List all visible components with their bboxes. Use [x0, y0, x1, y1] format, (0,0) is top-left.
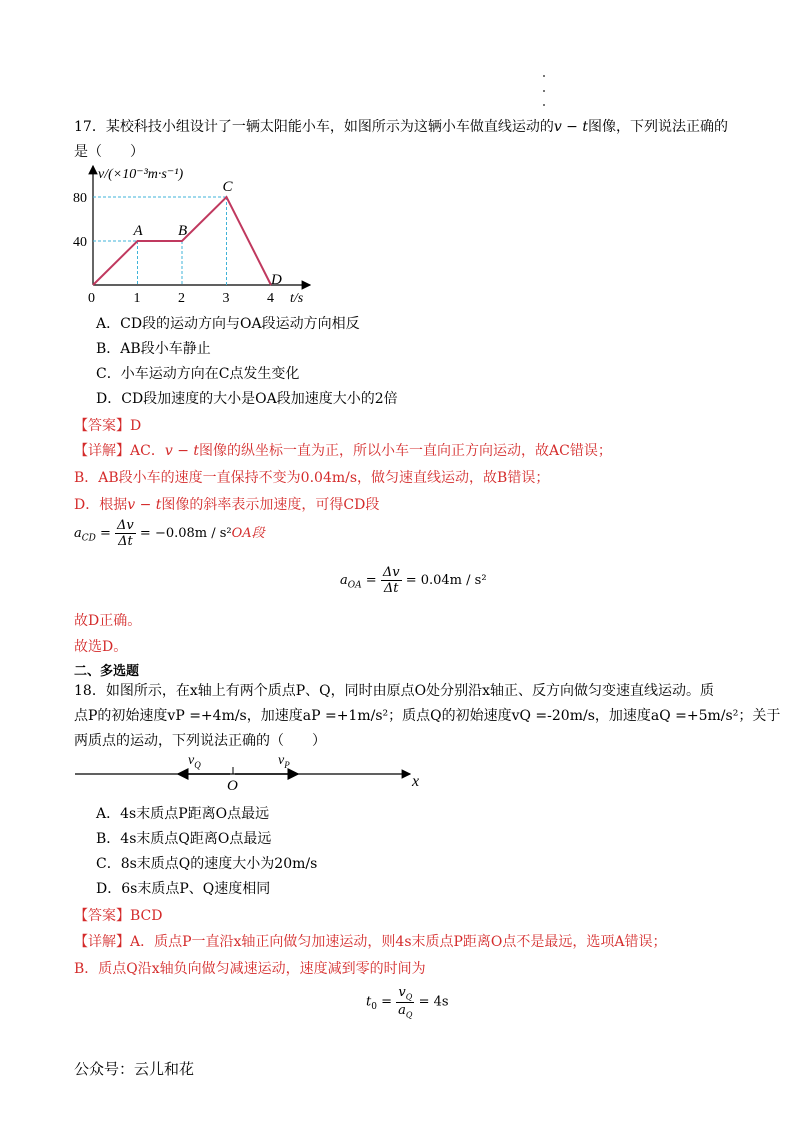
chart-origin-label: 0 — [88, 291, 95, 306]
q17-stem-line2: 是（ ） — [74, 144, 144, 160]
chart-point-label: D — [271, 272, 282, 288]
q18-option-c: C．8s末质点Q的速度大小为20m/s — [96, 856, 318, 872]
q17-conclusion-1: 故D正确。 — [74, 613, 142, 629]
chart-x-axis-label: t/s — [290, 291, 304, 306]
chart-point-label: C — [222, 179, 233, 195]
q18-equation: $t_0$ = $\frac{v_Q}{a_Q}$ = 4s — [366, 985, 449, 1020]
chart-x-tick-label: 2 — [178, 291, 185, 306]
q17-option-b: B．AB段小车静止 — [96, 341, 211, 357]
q18-option-a: A．4s末质点P距离O点最远 — [96, 806, 270, 822]
chart-x-tick-label: 4 — [267, 291, 274, 306]
q18-option-d: D．6s末质点P、Q速度相同 — [96, 881, 271, 897]
q18-stem-line1: 18．如图所示，在x轴上有两个质点P、Q，同时由原点O处分别沿x轴正、反方向做匀变速直线运动。质 — [74, 683, 714, 699]
q17-option-a: A．CD段的运动方向与OA段运动方向相反 — [96, 316, 360, 332]
q17-answer: 【答案】D — [74, 418, 142, 434]
decor-dot — [543, 90, 545, 92]
chart-y-axis-label: v/(×10⁻³m·s⁻¹) — [98, 167, 184, 182]
vq-label: $v_Q$ — [188, 753, 201, 770]
q18-detail-2: B．质点Q沿x轴负向做匀减速运动，速度减到零的时间为 — [74, 961, 426, 977]
chart-y-tick-label: 40 — [73, 235, 87, 250]
q18-answer: 【答案】BCD — [74, 908, 163, 924]
vt-chart — [70, 160, 330, 310]
q17-conclusion-2: 故选D。 — [74, 639, 128, 655]
vp-label: $v_P$ — [278, 753, 290, 770]
q17-detail-3: D．根据v − t图像的斜率表示加速度，可得CD段 — [74, 497, 380, 513]
q17-equation-1: $a_{CD}$ = $\frac{\Delta v}{\Delta t}$ = −0.08m / s²OA段 — [74, 518, 265, 549]
q17-option-c: C．小车运动方向在C点发生变化 — [96, 366, 300, 382]
chart-point-label: A — [133, 223, 143, 239]
q17-stem-line1: 17．某校科技小组设计了一辆太阳能小车，如图所示为这辆小车做直线运动的v − t图像，下列说法正确的 — [74, 119, 728, 135]
q18-option-b: B．4s末质点Q距离O点最远 — [96, 831, 272, 847]
decor-dot — [543, 104, 545, 106]
x-axis-diagram — [70, 752, 450, 797]
q18-stem-line3: 两质点的运动，下列说法正确的（ ） — [74, 733, 326, 749]
q17-option-d: D．CD段加速度的大小是OA段加速度大小的2倍 — [96, 391, 398, 407]
q17-detail-2: B．AB段小车的速度一直保持不变为0.04m/s，做匀速直线运动，故B错误； — [74, 470, 550, 486]
chart-point-label: B — [178, 223, 188, 239]
section-heading: 二、多选题 — [74, 664, 140, 679]
origin-label: O — [227, 778, 238, 794]
chart-x-tick-label: 3 — [222, 291, 230, 306]
decor-dot — [543, 75, 545, 77]
q17-equation-2: $a_{OA}$ = $\frac{\Delta v}{\Delta t}$ = 0.04m / s² — [340, 565, 487, 596]
q18-detail-1: 【详解】A．质点P一直沿x轴正向做匀加速运动，则4s末质点P距离O点不是最远，选项A错误； — [74, 934, 667, 950]
q17-detail-1: 【详解】AC．v − t图像的纵坐标一直为正，所以小车一直向正方向运动，故AC错误； — [74, 443, 612, 459]
chart-y-tick-label: 80 — [73, 191, 87, 206]
chart-x-tick-label: 1 — [133, 291, 141, 306]
q18-stem-line2: 点P的初始速度vP =+4m/s，加速度aP =+1m/s²；质点Q的初始速度vQ =-20m/s，加速度aQ =+5m/s²；关于 — [74, 708, 781, 724]
footer-wechat: 公众号：云儿和花 — [74, 1060, 195, 1078]
x-label: x — [412, 773, 420, 790]
